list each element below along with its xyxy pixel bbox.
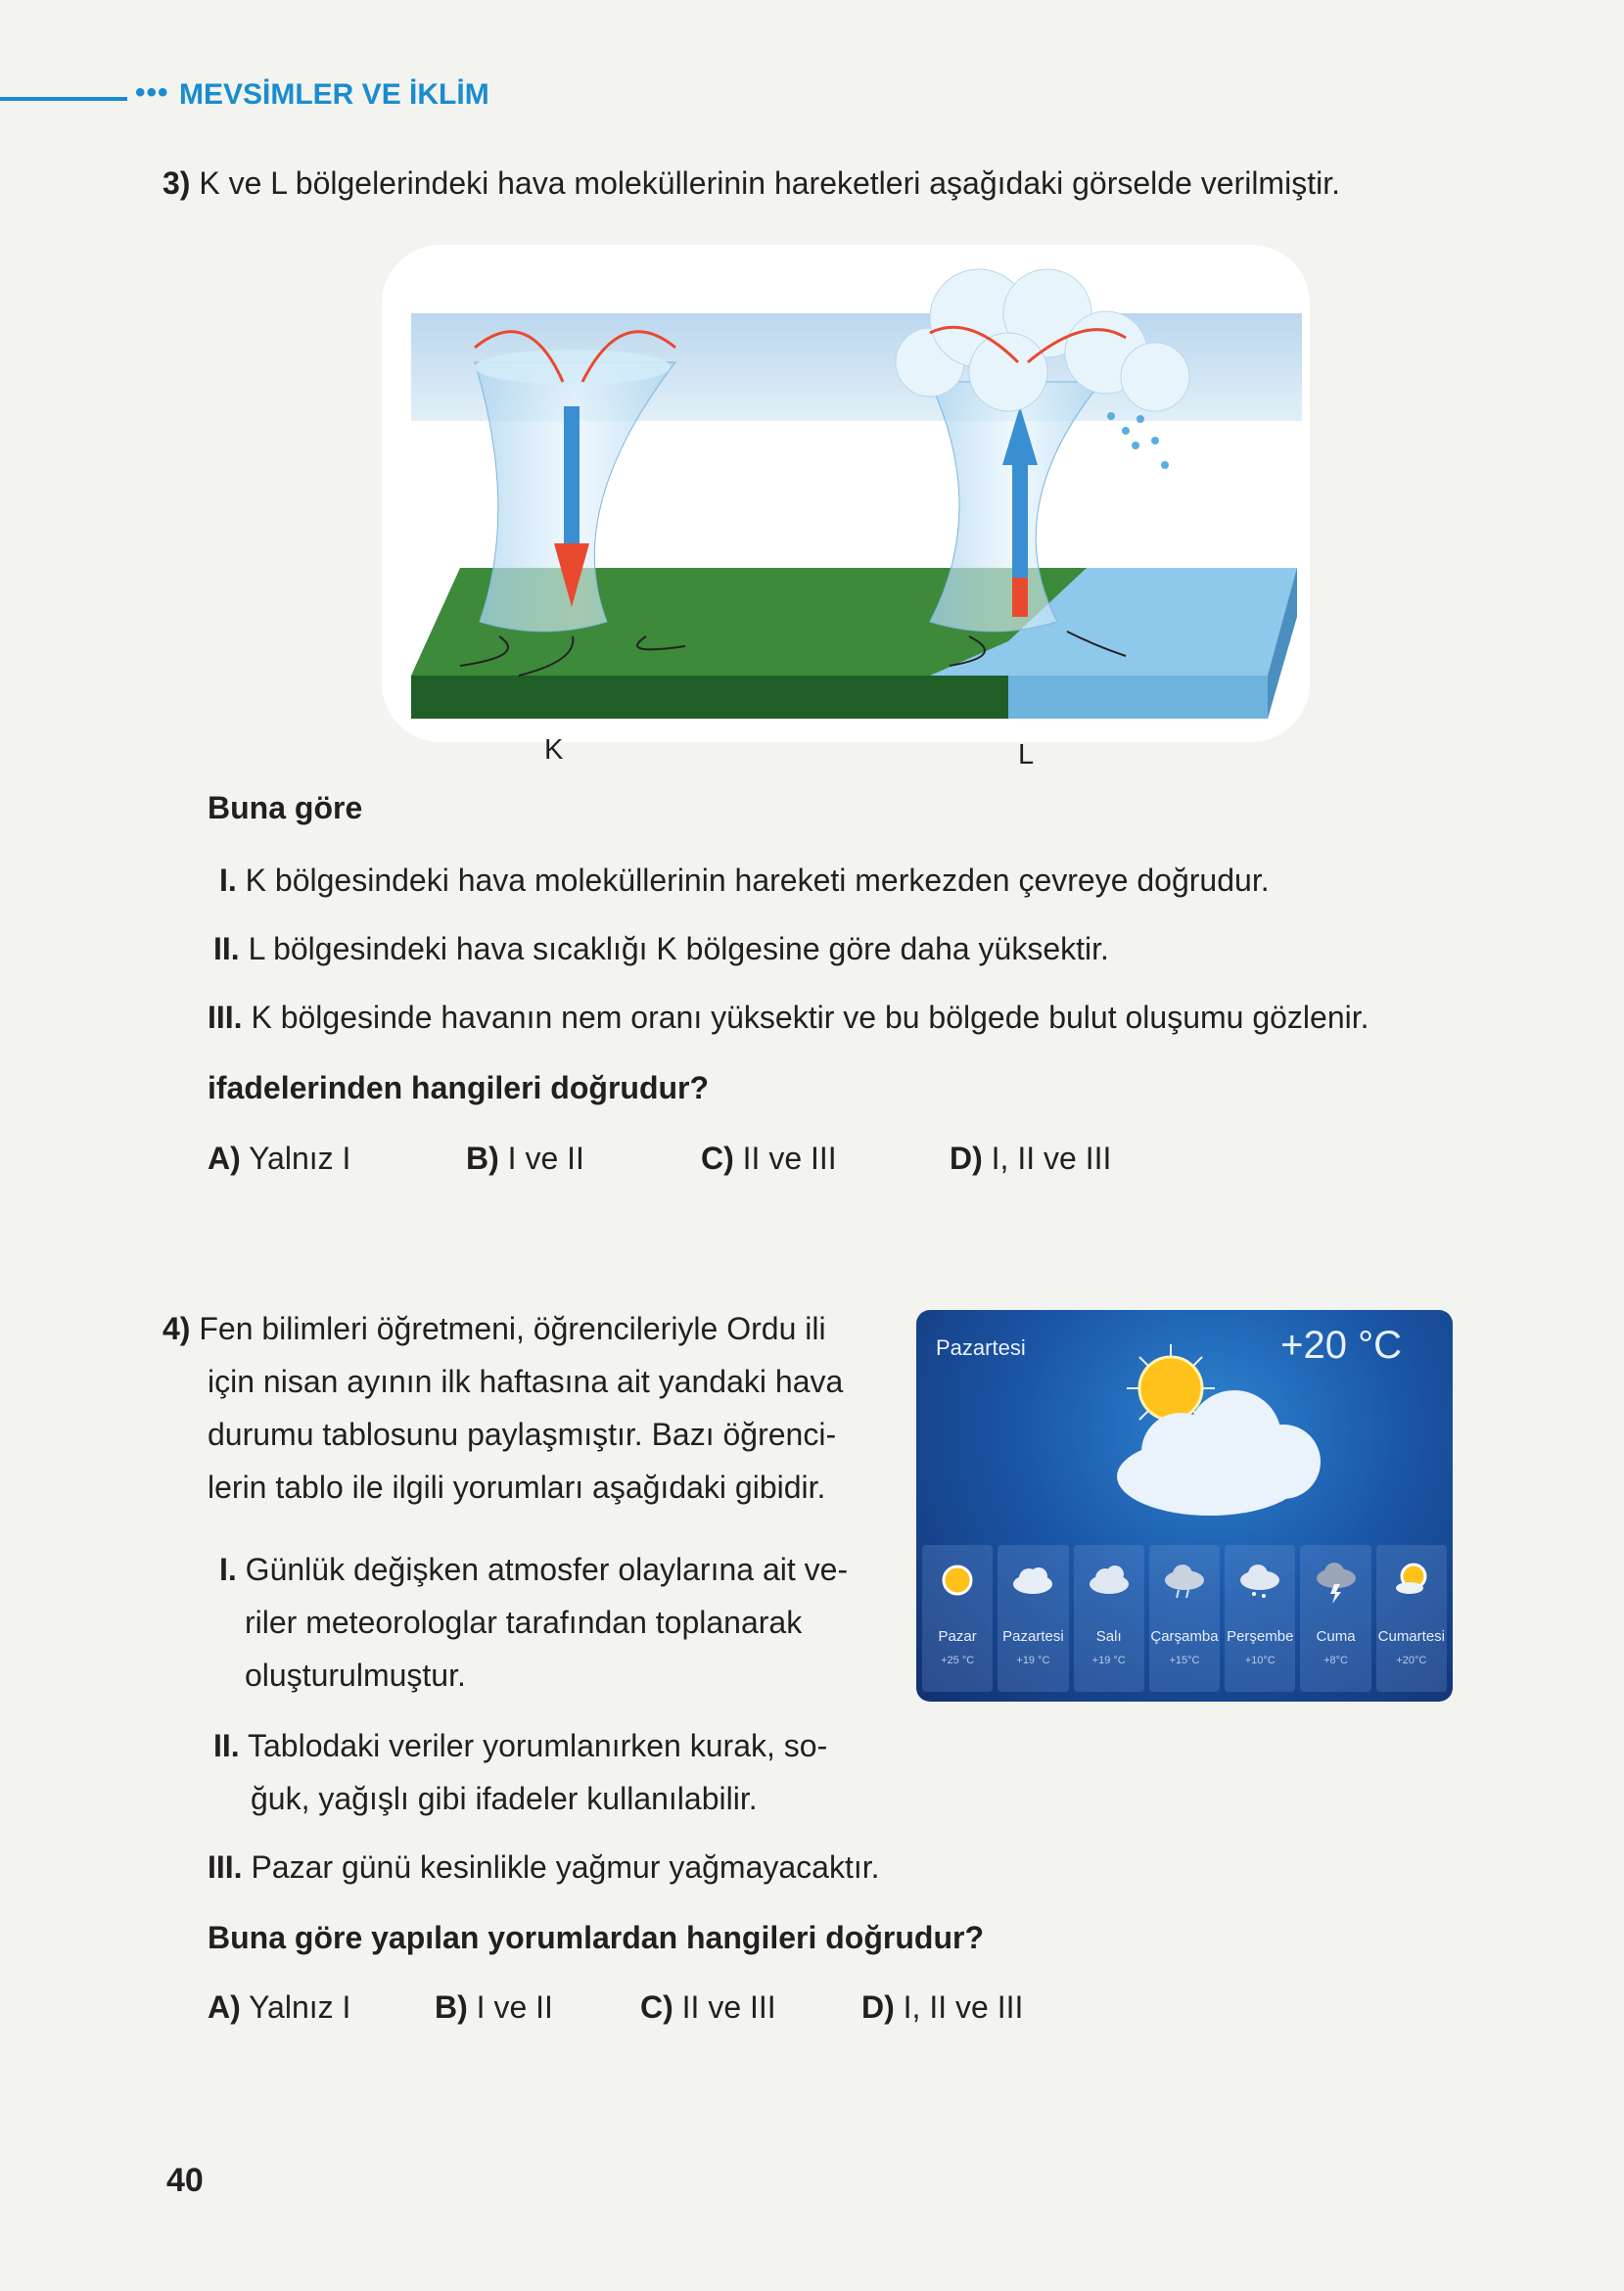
figure-label-l: L	[1018, 739, 1035, 771]
q3-option-d[interactable]: D) I, II ve III	[950, 1141, 1112, 1176]
l-up-arrow-shaft	[1012, 460, 1028, 578]
q4-statement-3: III. Pazar günü kesinlikle yağmur yağmayacaktır.	[208, 1849, 880, 1885]
statement-number: II.	[213, 931, 240, 966]
sun-cloud-icon	[1063, 1330, 1357, 1535]
q4-statement-1: I. Günlük değişken atmosfer olaylarına ait ve-	[219, 1552, 849, 1587]
page-number: 40	[166, 2162, 204, 2199]
q3-option-b[interactable]: B) I ve II	[466, 1141, 584, 1176]
cloud-icon	[1007, 1555, 1058, 1606]
current-day: Pazartesi	[936, 1335, 1026, 1360]
k-down-arrow-shaft	[564, 406, 580, 553]
q3-stem-text: K ve L bölgelerindeki hava moleküllerinin hareketleri aşağıdaki görselde verilmiştir.	[199, 165, 1340, 201]
q4-statement-1-line-3: oluşturulmuştur.	[245, 1658, 466, 1693]
section-title: MEVSİMLER VE İKLİM	[179, 78, 489, 111]
statement-text: K bölgesinde havanın nem oranı yüksektir ve bu bölgede bulut oluşumu gözlenir.	[251, 1000, 1369, 1035]
statement-text: L bölgesindeki hava sıcaklığı K bölgesine göre daha yüksektir.	[248, 931, 1109, 966]
q4-question: Buna göre yapılan yorumlardan hangileri doğrudur?	[208, 1920, 984, 1955]
forecast-day-persembe: Perşembe +10°C	[1225, 1545, 1295, 1692]
q3-stem	[162, 157, 1340, 210]
air-movement-figure	[382, 245, 1310, 742]
weekly-forecast-strip	[922, 1545, 1447, 1692]
q3-question: ifadelerinden hangileri doğrudur?	[208, 1070, 710, 1105]
header-dots: •••	[135, 76, 169, 109]
rain-cloud-icon	[1159, 1555, 1210, 1606]
storm-cloud-icon	[1311, 1555, 1362, 1606]
q3-statement-2	[213, 922, 1109, 975]
q4-statement-1-line-2: riler meteorologlar tarafından toplanarak	[245, 1605, 803, 1640]
forecast-day-sali: Salı +19 °C	[1074, 1545, 1144, 1692]
sun-cloud-icon	[1386, 1555, 1437, 1606]
q3-statement-1	[219, 854, 1270, 907]
q3-number: 3)	[162, 165, 191, 201]
q4-option-d[interactable]: D) I, II ve III	[861, 1989, 1024, 2025]
q4-stem-line-3: durumu tablosunu paylaşmıştır. Bazı öğrenci-	[208, 1417, 837, 1452]
sun-icon	[932, 1555, 983, 1606]
q3-option-a[interactable]: A) Yalnız I	[208, 1141, 351, 1176]
q4-stem-line-1: 4) Fen bilimleri öğretmeni, öğrencileriyle Ordu ili	[162, 1311, 826, 1346]
forecast-day-cuma: Cuma +8°C	[1300, 1545, 1370, 1692]
q4-option-b[interactable]: B) I ve II	[435, 1989, 553, 2025]
weather-forecast-panel	[916, 1310, 1453, 1702]
q3-option-c[interactable]: C) II ve III	[701, 1141, 837, 1176]
forecast-day-cumartesi: Cumartesi +20°C	[1376, 1545, 1447, 1692]
forecast-day-pazartesi: Pazartesi +19 °C	[998, 1545, 1068, 1692]
q4-number: 4)	[162, 1311, 191, 1346]
q4-statement-2-line-2: ğuk, yağışlı gibi ifadeler kullanılabilir.	[251, 1781, 758, 1816]
q4-option-a[interactable]: A) Yalnız I	[208, 1989, 351, 2025]
forecast-day-pazar: Pazar +25 °C	[922, 1545, 993, 1692]
statement-number: III.	[208, 1000, 243, 1035]
figure-label-k: K	[544, 734, 564, 766]
snow-cloud-icon	[1234, 1555, 1285, 1606]
statement-number: I.	[219, 863, 237, 898]
header-rule	[0, 97, 127, 101]
current-temperature: +20 °C	[1280, 1324, 1402, 1367]
cloud-icon	[1084, 1555, 1135, 1606]
q3-statement-3	[208, 991, 1369, 1044]
q4-stem-line-4: lerin tablo ile ilgili yorumları aşağıdaki gibidir.	[208, 1470, 826, 1505]
q4-statement-2: II. Tablodaki veriler yorumlanırken kurak, so-	[213, 1728, 828, 1763]
q3-lead: Buna göre	[208, 790, 363, 825]
q4-stem-line-2: için nisan ayının ilk haftasına ait yandaki hava	[208, 1364, 844, 1399]
q4-option-c[interactable]: C) II ve III	[640, 1989, 776, 2025]
forecast-day-carsamba: Çarşamba +15°C	[1149, 1545, 1220, 1692]
statement-text: K bölgesindeki hava moleküllerinin hareketi merkezden çevreye doğrudur.	[245, 863, 1270, 898]
